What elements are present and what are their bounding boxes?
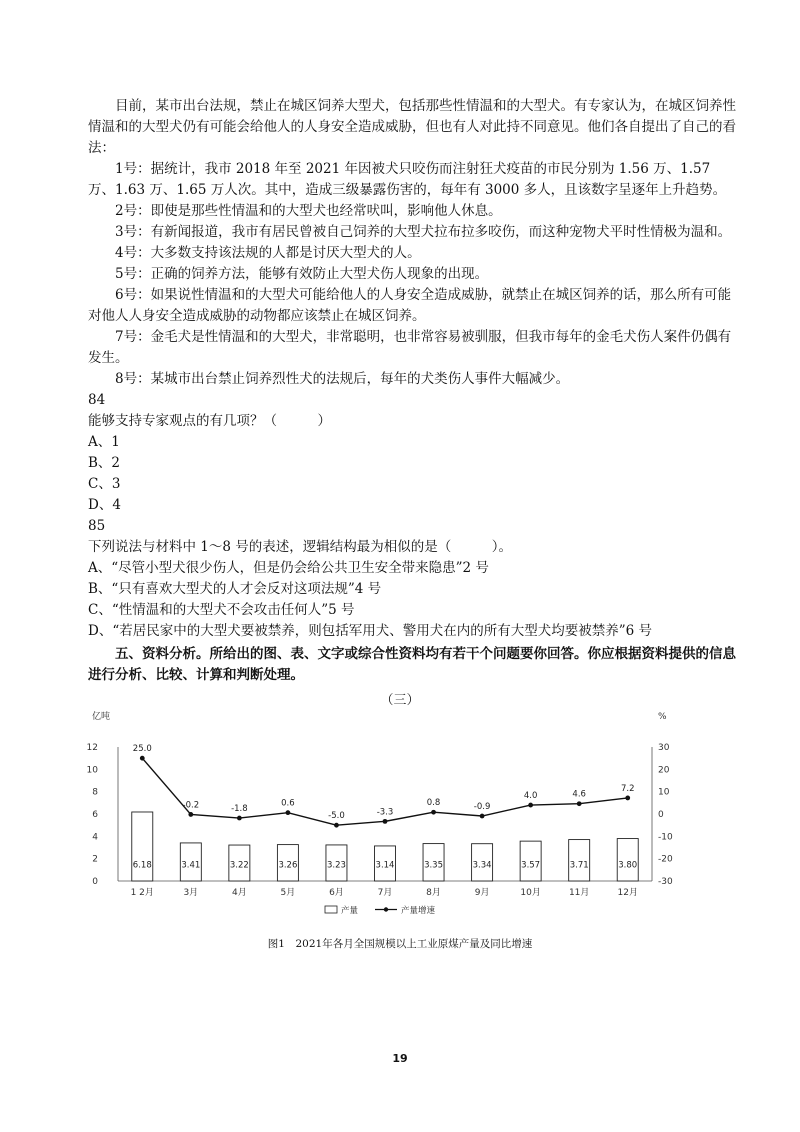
growth-value-label: -3.3 [376,807,394,818]
figure-caption: 图1 2021年各月全国规模以上工业原煤产量及同比增速 [267,938,533,950]
growth-value-label: -0.9 [473,802,491,813]
question-84-option-a: A、1 [88,434,120,450]
growth-point [188,812,193,817]
growth-point [383,819,388,824]
bar-value-label: 3.80 [618,860,638,871]
growth-value-label: 0.6 [281,798,295,809]
growth-value-label: 4.6 [572,789,586,800]
right-tick-label: 20 [658,765,670,776]
x-tick-label: 9月 [474,888,490,898]
growth-point [625,796,630,801]
question-84-stem: 能够支持专家观点的有几项？（ ） [88,413,331,429]
right-tick-label: -10 [658,832,673,843]
bar-value-label: 3.71 [569,860,589,871]
x-tick-label: 1 2月 [130,888,154,898]
legend-bar-label: 产量 [341,906,359,916]
question-85-option-a: A、“尽管小型犬很少伤人，但是仍会给公共卫生安全带来隐患”2 号 [88,560,489,576]
left-tick-label: 0 [92,877,98,887]
growth-value-label: -0.2 [182,800,200,811]
question-85-stem: 下列说法与材料中 1～8 号的表述，逻辑结构最为相似的是（ ）。 [88,539,513,555]
bar-value-label: 3.41 [181,860,201,871]
legend-line-label: 产量增速 [401,906,436,916]
question-85-option-d: D、“若居民家中的大型犬要被禁养，则包括军用犬、警用犬在内的所有大型犬均要被禁养”6 号 [88,623,653,639]
bar-value-label: 3.14 [375,860,395,871]
growth-value-label: 7.2 [620,783,635,794]
growth-point [334,823,339,828]
left-tick-label: 4 [92,832,98,843]
left-tick-label: 12 [86,743,98,753]
statement-8: 8号：某城市出台禁止饲养烈性犬的法规后，每年的犬类伤人事件大幅减少。 [115,371,570,387]
statement-2: 2号：即使是那些性情温和的大型犬也经常吠叫，影响他人休息。 [115,203,502,219]
growth-value-label: 25.0 [132,744,152,755]
statement-1: 1号：据统计，我市 2018 年至 2021 年因被犬只咬伤而注射狂犬疫苗的市民分别为 1.56 万、1.57 万、1.63 万、1.65 万人次。其中，造成三级暴露伤害的，每年有 3000 多人，且该数字呈逐年上升趋势。 [88,161,727,198]
statement-7: 7号：金毛犬是性情温和的大型犬，非常聪明，也非常容易被驯服，但我市每年的金毛犬伤人案件仍偶有发生。 [88,329,732,366]
bar-value-label: 3.23 [326,860,346,871]
x-tick-label: 4月 [231,888,247,898]
statement-3: 3号：有新闻报道，我市有居民曾被自己饲养的大型犬拉布拉多咬伤，而这种宠物犬平时性情极为温和。 [115,224,732,240]
question-85-option-b: B、“只有喜欢大型犬的人才会反对这项法规”4 号 [88,581,382,597]
legend-bar-swatch [325,906,337,913]
x-tick-label: 11月 [568,888,590,898]
growth-value-label: -1.8 [231,804,248,815]
right-tick-label: 10 [658,787,670,798]
x-tick-label: 12月 [617,888,638,898]
right-tick-label: -30 [658,877,673,887]
statement-5: 5号：正确的饲养方法，能够有效防止大型犬伤人现象的出现。 [115,266,489,282]
growth-point [286,810,291,815]
growth-point [431,810,436,815]
question-84-number: 84 [88,392,106,408]
section-heading: 五、资料分析。所给出的图、表、文字或综合性资料均有若干个问题要你回答。你应根据资料提供的信息进行分析、比较、计算和判断处理。 [88,646,736,683]
left-tick-label: 8 [92,787,98,798]
question-84-option-d: D、4 [88,497,121,513]
statement-6: 6号：如果说性情温和的大型犬可能给他人的人身安全造成威胁，就禁止在城区饲养的话，那么所有可能对他人人身安全造成威胁的动物都应该禁止在城区饲养。 [88,287,732,324]
bar-output [132,812,153,881]
page-number: 19 [392,1052,408,1065]
left-tick-label: 6 [92,810,98,820]
bar-value-label: 3.34 [472,860,492,871]
x-tick-label: 8月 [426,888,441,898]
bar-value-label: 3.26 [278,860,298,871]
intro-paragraph: 目前，某市出台法规，禁止在城区饲养大型犬，包括那些性情温和的大型犬。有专家认为，在城区饲养性情温和的大型犬仍有可能会给他人的人身安全造成威胁，但也有人对此持不同意见。他们各自提出了自己的看法： [88,98,736,156]
question-84-option-c: C、3 [88,476,121,492]
statement-4: 4号：大多数支持该法规的人都是讨厌大型犬的人。 [115,245,421,261]
growth-value-label: 4.0 [523,791,538,802]
left-tick-label: 2 [92,854,98,865]
question-85-option-c: C、“性情温和的大型犬不会攻击任何人”5 号 [88,602,355,618]
legend-line-marker [384,907,388,911]
right-axis-unit: % [658,712,667,722]
bar-value-label: 3.35 [424,860,444,871]
growth-value-label: -5.0 [328,811,345,822]
bar-value-label: 3.22 [229,860,249,871]
growth-point [528,803,533,808]
left-tick-label: 10 [86,765,98,776]
right-tick-label: 0 [658,810,664,820]
left-axis-unit: 亿吨 [92,712,111,722]
x-tick-label: 3月 [183,888,199,898]
coal-output-chart [80,705,720,920]
growth-point [237,816,242,821]
right-tick-label: 30 [658,743,670,753]
growth-point [577,801,582,806]
bar-value-label: 6.18 [132,860,152,871]
bar-value-label: 3.57 [521,860,541,871]
section-subtitle: （三） [380,693,420,708]
question-84-option-b: B、2 [88,455,121,471]
growth-point [140,756,145,761]
x-tick-label: 10月 [520,888,541,898]
x-tick-label: 5月 [280,888,296,898]
x-tick-label: 6月 [329,888,344,898]
question-85-number: 85 [88,518,106,534]
growth-point [480,814,485,819]
x-tick-label: 7月 [377,888,393,898]
growth-value-label: 0.8 [426,798,441,809]
right-tick-label: -20 [658,854,673,865]
